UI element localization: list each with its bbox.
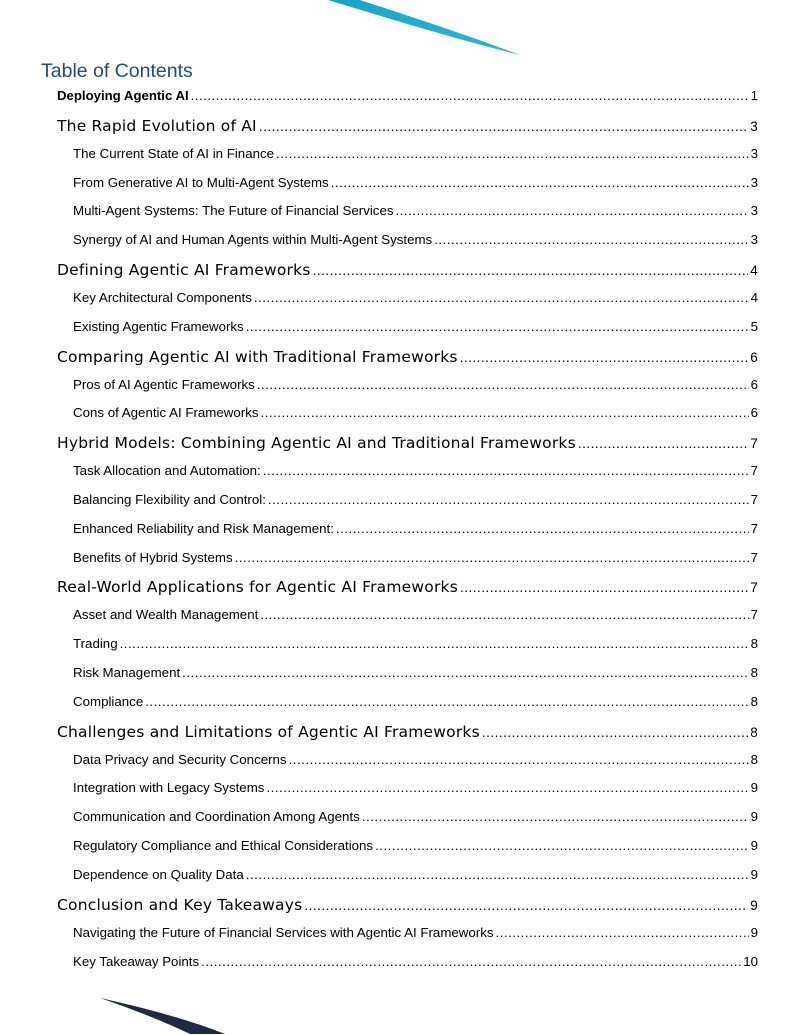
toc-dot-leader <box>182 665 748 680</box>
toc-dot-leader <box>268 492 749 507</box>
toc-entry-title: Cons of Agentic AI Frameworks <box>73 405 259 421</box>
toc-dot-leader <box>496 925 749 940</box>
toc-dot-leader <box>145 694 748 709</box>
toc-entry-page-number: 7 <box>750 520 758 536</box>
toc-entry-title: Key Takeaway Points <box>73 953 200 969</box>
toc-dot-leader <box>235 550 749 565</box>
toc-entry-page-number: 3 <box>750 203 758 219</box>
toc-entry-title: Dependence on Quality Data <box>73 866 244 882</box>
toc-entry-page-number: 4 <box>750 263 758 279</box>
toc-dot-leader <box>260 607 748 622</box>
toc-entry-page-number: 9 <box>750 897 758 913</box>
toc-entry-title: Integration with Legacy Systems <box>73 780 265 796</box>
toc-entry-page-number: 8 <box>750 636 758 652</box>
toc-entry-title: The Current State of AI in Finance <box>73 145 275 161</box>
toc-entry-subsection[interactable] <box>73 463 758 478</box>
toc-entry-page-number: 9 <box>750 924 758 940</box>
bottom-swoosh-decoration <box>95 990 235 1035</box>
toc-entry-subsection[interactable] <box>73 550 758 565</box>
toc-entry-title: Trading <box>73 636 118 652</box>
toc-entry-subsection[interactable] <box>73 146 758 161</box>
toc-entry-subsection[interactable] <box>73 521 758 536</box>
toc-entry-title: From Generative AI to Multi-Agent Systems <box>73 174 329 190</box>
toc-entry-section[interactable] <box>57 261 758 279</box>
toc-entry-page-number: 8 <box>750 665 758 680</box>
toc-entry-page-number: 3 <box>750 232 758 248</box>
toc-entry-subsection[interactable] <box>73 175 758 190</box>
toc-entry-subsection[interactable] <box>73 607 758 622</box>
toc-entry-page-number: 10 <box>743 953 758 969</box>
toc-entry-page-number: 8 <box>750 693 758 709</box>
toc-entry-subsection[interactable] <box>73 405 758 420</box>
toc-entry-subsection[interactable] <box>73 694 758 709</box>
toc-entry-page-number: 7 <box>750 607 758 623</box>
toc-entry-title: Multi-Agent Systems: The Future of Financial Services <box>73 203 394 219</box>
toc-entry-section[interactable] <box>57 348 758 366</box>
toc-entry-section[interactable] <box>57 723 758 741</box>
toc-dot-leader <box>289 752 749 767</box>
toc-entry-page-number: 6 <box>750 376 758 392</box>
toc-dot-leader <box>120 636 749 651</box>
toc-dot-leader <box>259 119 748 134</box>
top-swoosh-decoration <box>320 0 530 60</box>
toc-entry-title: Communication and Coordination Among Agents <box>73 809 360 825</box>
toc-dot-leader <box>460 580 748 595</box>
toc-entry-page-number: 4 <box>750 289 758 305</box>
toc-entry-page-number: 6 <box>750 405 758 421</box>
toc-entry-subsection[interactable] <box>73 290 758 305</box>
toc-entry-title: Risk Management <box>73 665 181 680</box>
toc-dot-leader <box>246 319 749 334</box>
toc-entry-title: Deploying Agentic AI <box>57 88 189 103</box>
toc-entry-section[interactable] <box>57 434 758 452</box>
toc-entry-title: Hybrid Models: Combining Agentic AI and Traditional Frameworks <box>57 434 576 453</box>
toc-dot-leader <box>482 725 748 740</box>
toc-entry-section[interactable] <box>57 578 758 596</box>
toc-entry-page-number: 3 <box>750 174 758 190</box>
toc-entry-page-number: 5 <box>750 318 758 334</box>
toc-entry-subsection[interactable] <box>73 925 758 940</box>
toc-entry-title: Key Architectural Components <box>73 289 252 305</box>
toc-entry-subsection[interactable] <box>73 809 758 824</box>
toc-entry-page-number: 3 <box>750 118 758 134</box>
toc-entry-subsection[interactable] <box>73 867 758 882</box>
toc-entry-page-number: 9 <box>750 809 758 825</box>
toc-entry-title: Real-World Applications for Agentic AI Frameworks <box>57 578 458 597</box>
toc-dot-leader <box>257 377 749 392</box>
toc-entry-title: Existing Agentic Frameworks <box>73 318 244 334</box>
toc-dot-leader <box>460 350 749 365</box>
toc-dot-leader <box>375 838 749 853</box>
toc-entry-subsection[interactable] <box>73 492 758 507</box>
toc-entry-subsection[interactable] <box>73 232 758 247</box>
toc-entry-subsection[interactable] <box>73 636 758 651</box>
toc-entry-section[interactable] <box>57 896 758 914</box>
toc-entry-subsection[interactable] <box>73 954 758 969</box>
toc-entry-subsection[interactable] <box>73 752 758 767</box>
toc-dot-leader <box>336 521 749 536</box>
toc-entry-page-number: 9 <box>750 866 758 882</box>
toc-entry-section[interactable] <box>57 117 758 135</box>
toc-dot-leader <box>201 954 741 969</box>
toc-entry-title: The Rapid Evolution of AI <box>57 116 257 135</box>
toc-dot-leader <box>331 175 749 190</box>
toc-entry-page-number: 3 <box>750 145 758 161</box>
toc-entry-page-number: 8 <box>750 751 758 767</box>
toc-dot-leader <box>304 898 748 913</box>
toc-entry-page-number: 7 <box>750 436 758 452</box>
toc-entry-subsection[interactable] <box>73 319 758 334</box>
toc-entry-page-number: 9 <box>750 838 758 854</box>
toc-dot-leader <box>395 203 748 218</box>
toc-heading: Table of Contents <box>41 60 193 82</box>
toc-entry-title: Asset and Wealth Management <box>73 607 259 623</box>
toc-entry-page-number: 8 <box>750 724 758 740</box>
toc-dot-leader <box>578 436 748 451</box>
toc-entry-page-number: 7 <box>750 580 758 596</box>
toc-entry-top[interactable] <box>57 88 758 103</box>
toc-entry-title: Data Privacy and Security Concerns <box>73 751 287 767</box>
toc-entry-title: Navigating the Future of Financial Services with Agentic AI Frameworks <box>73 924 494 940</box>
toc-entry-title: Task Allocation and Automation: <box>73 463 261 479</box>
toc-entry-page-number: 9 <box>750 780 758 796</box>
toc-entry-page-number: 7 <box>750 549 758 565</box>
toc-entry-page-number: 7 <box>750 491 758 507</box>
toc-entry-title: Balancing Flexibility and Control: <box>73 491 266 507</box>
toc-entry-title: Defining Agentic AI Frameworks <box>57 261 311 280</box>
toc-dot-leader <box>261 405 749 420</box>
toc-dot-leader <box>434 232 748 247</box>
toc-dot-leader <box>263 463 749 478</box>
toc-dot-leader <box>254 290 749 305</box>
toc-entry-subsection[interactable] <box>73 377 758 392</box>
toc-entry-subsection[interactable] <box>73 203 758 218</box>
toc-dot-leader <box>191 88 749 103</box>
toc-dot-leader <box>276 146 749 161</box>
toc-entry-page-number: 7 <box>750 463 758 479</box>
toc-entry-title: Compliance <box>73 693 144 709</box>
toc-entry-title: Challenges and Limitations of Agentic AI Frameworks <box>57 722 480 741</box>
toc-dot-leader <box>246 867 749 882</box>
toc-entry-title: Pros of AI Agentic Frameworks <box>73 376 255 392</box>
toc-entry-title: Enhanced Reliability and Risk Management: <box>73 520 334 536</box>
toc-entry-title: Benefits of Hybrid Systems <box>73 549 233 565</box>
toc-entry-title: Comparing Agentic AI with Traditional Frameworks <box>57 347 458 366</box>
toc-entry-title: Synergy of AI and Human Agents within Multi-Agent Systems <box>73 232 433 248</box>
toc-entry-subsection[interactable] <box>73 780 758 795</box>
toc-entry-page-number: 6 <box>750 349 758 365</box>
toc-dot-leader <box>362 809 749 824</box>
toc-entry-page-number: 1 <box>750 88 758 103</box>
toc-entry-title: Regulatory Compliance and Ethical Considerations <box>73 838 374 854</box>
toc-dot-leader <box>266 780 748 795</box>
toc-entry-subsection[interactable] <box>73 838 758 853</box>
toc-dot-leader <box>313 263 749 278</box>
toc-entry-subsection[interactable] <box>73 665 758 680</box>
toc-entry-title: Conclusion and Key Takeaways <box>57 895 303 914</box>
